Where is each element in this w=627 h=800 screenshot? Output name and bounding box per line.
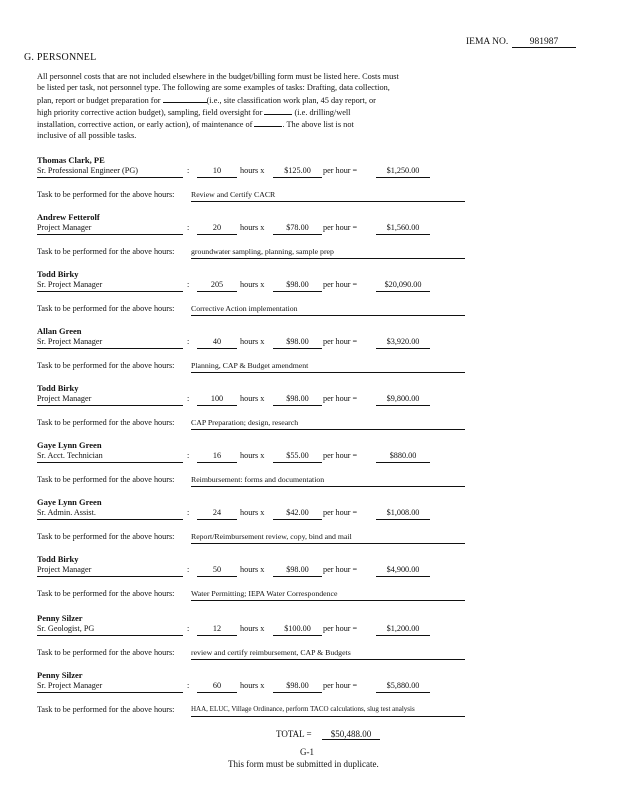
footer-note: This form must be submitted in duplicate.	[228, 759, 379, 769]
task-value: Report/Reimbursement review, copy, bind and mail	[191, 532, 465, 544]
colon: :	[187, 223, 190, 232]
amount-value: $1,200.00	[376, 624, 430, 636]
hours-label: hours x	[240, 624, 265, 633]
employee-title: Project Manager	[37, 394, 183, 406]
task-value: groundwater sampling, planning, sample prep	[191, 247, 465, 259]
intro-line: inclusive of all possible tasks.	[37, 131, 137, 141]
amount-value: $880.00	[376, 451, 430, 463]
intro-line: All personnel costs that are not included elsewhere in the budget/billing form must be listed here. Costs must	[37, 72, 399, 81]
rate-value: $98.00	[273, 565, 322, 577]
colon: :	[187, 508, 190, 517]
employee-name: Gaye Lynn Green	[37, 440, 102, 450]
colon: :	[187, 280, 190, 289]
intro-line: be listed per task, not personnel type. The following are some examples of tasks: Drafting, data collection,	[37, 83, 390, 93]
hours-value: 24	[197, 508, 237, 520]
rate-value: $98.00	[273, 394, 322, 406]
rate-value: $125.00	[273, 166, 322, 178]
hours-label: hours x	[240, 166, 265, 175]
employee-title: Sr. Project Manager	[37, 681, 183, 693]
hours-label: hours x	[240, 337, 265, 346]
total-value: $50,488.00	[322, 729, 380, 740]
task-value: CAP Preparation; design, research	[191, 418, 465, 430]
task-value: Reimbursement: forms and documentation	[191, 475, 465, 487]
rate-value: $42.00	[273, 508, 322, 520]
personnel-entry	[37, 554, 477, 611]
per-hour-label: per hour =	[323, 624, 358, 633]
employee-name: Todd Birky	[37, 269, 79, 279]
task-label: Task to be performed for the above hours:	[37, 589, 175, 598]
colon: :	[187, 565, 190, 574]
rate-value: $98.00	[273, 681, 322, 693]
personnel-entry	[37, 155, 477, 212]
colon: :	[187, 681, 190, 690]
rate-value: $55.00	[273, 451, 322, 463]
employee-title: Project Manager	[37, 565, 183, 577]
task-label: Task to be performed for the above hours:	[37, 475, 175, 484]
task-label: Task to be performed for the above hours:	[37, 418, 175, 427]
task-value: Corrective Action implementation	[191, 304, 465, 316]
per-hour-label: per hour =	[323, 337, 358, 346]
intro-text: installation, corrective action, or early action), of maintenance of	[37, 120, 253, 130]
hours-value: 50	[197, 565, 237, 577]
per-hour-label: per hour =	[323, 166, 358, 175]
employee-title: Sr. Acct. Technician	[37, 451, 183, 463]
rate-value: $98.00	[273, 280, 322, 292]
per-hour-label: per hour =	[323, 223, 358, 232]
total-label: TOTAL =	[276, 729, 312, 739]
employee-title: Project Manager	[37, 223, 183, 235]
amount-value: $1,560.00	[376, 223, 430, 235]
hours-label: hours x	[240, 451, 265, 460]
employee-title: Sr. Project Manager	[37, 337, 183, 349]
blank-line	[254, 118, 282, 127]
rate-value: $78.00	[273, 223, 322, 235]
personnel-entry	[37, 212, 477, 269]
task-label: Task to be performed for the above hours:	[37, 247, 175, 256]
hours-label: hours x	[240, 394, 265, 403]
colon: :	[187, 337, 190, 346]
employee-name: Allan Green	[37, 326, 82, 336]
intro-text: (i.e. drilling/well	[294, 107, 351, 117]
per-hour-label: per hour =	[323, 681, 358, 690]
hours-value: 12	[197, 624, 237, 636]
employee-title: Sr. Professional Engineer (PG)	[37, 166, 183, 178]
amount-value: $3,920.00	[376, 337, 430, 349]
hours-value: 16	[197, 451, 237, 463]
employee-title: Sr. Admin. Assist.	[37, 508, 183, 520]
task-label: Task to be performed for the above hours:	[37, 532, 175, 541]
employee-name: Todd Birky	[37, 383, 79, 393]
hours-label: hours x	[240, 681, 265, 690]
hours-label: hours x	[240, 565, 265, 574]
employee-name: Thomas Clark, PE	[37, 155, 105, 165]
intro-text: . The above list is not	[282, 120, 354, 130]
employee-title: Sr. Geologist, PG	[37, 624, 183, 636]
hours-value: 20	[197, 223, 237, 235]
hours-value: 60	[197, 681, 237, 693]
colon: :	[187, 166, 190, 175]
employee-name: Penny Silzer	[37, 670, 83, 680]
colon: :	[187, 624, 190, 633]
task-label: Task to be performed for the above hours:	[37, 304, 175, 313]
task-value: HAA, ELUC, Village Ordinance, perform TACO calculations, slug test analysis	[191, 705, 465, 717]
blank-line	[163, 94, 207, 103]
amount-value: $1,008.00	[376, 508, 430, 520]
per-hour-label: per hour =	[323, 565, 358, 574]
hours-value: 100	[197, 394, 237, 406]
hours-value: 205	[197, 280, 237, 292]
employee-name: Andrew Fetterolf	[37, 212, 100, 222]
intro-line	[37, 118, 477, 130]
task-label: Task to be performed for the above hours:	[37, 705, 175, 714]
per-hour-label: per hour =	[323, 394, 358, 403]
hours-label: hours x	[240, 280, 265, 289]
per-hour-label: per hour =	[323, 451, 358, 460]
amount-value: $20,090.00	[376, 280, 430, 292]
colon: :	[187, 451, 190, 460]
page-number: G-1	[300, 747, 314, 757]
task-label: Task to be performed for the above hours:	[37, 361, 175, 370]
section-title: G. PERSONNEL	[24, 52, 97, 63]
personnel-entry	[37, 269, 477, 326]
personnel-entry	[37, 326, 477, 383]
employee-title: Sr. Project Manager	[37, 280, 183, 292]
task-label: Task to be performed for the above hours:	[37, 190, 175, 199]
employee-name: Gaye Lynn Green	[37, 497, 102, 507]
employee-name: Penny Silzer	[37, 613, 83, 623]
blank-line	[264, 106, 292, 115]
employee-name: Todd Birky	[37, 554, 79, 564]
task-label: Task to be performed for the above hours:	[37, 648, 175, 657]
amount-value: $1,250.00	[376, 166, 430, 178]
hours-value: 40	[197, 337, 237, 349]
task-value: Review and Certify CACR	[191, 190, 465, 202]
intro-paragraph	[37, 71, 477, 142]
personnel-entry	[37, 440, 477, 497]
task-value: Water Permitting; IEPA Water Correspondence	[191, 589, 465, 601]
per-hour-label: per hour =	[323, 508, 358, 517]
rate-value: $100.00	[273, 624, 322, 636]
amount-value: $4,900.00	[376, 565, 430, 577]
rate-value: $98.00	[273, 337, 322, 349]
colon: :	[187, 394, 190, 403]
task-value: review and certify reimbursement, CAP & Budgets	[191, 648, 465, 660]
hours-label: hours x	[240, 223, 265, 232]
hours-value: 10	[197, 166, 237, 178]
intro-text: plan, report or budget preparation for	[37, 95, 161, 105]
hours-label: hours x	[240, 508, 265, 517]
intro-line	[37, 106, 477, 118]
intro-text: (i.e., site classification work plan, 45 day report, or	[206, 95, 376, 105]
personnel-entry	[37, 497, 477, 554]
intro-text: high priority corrective action budget), sampling, field oversight for	[37, 107, 263, 117]
iema-number: 981987	[512, 37, 576, 48]
personnel-entry	[37, 383, 477, 440]
personnel-entry	[37, 613, 477, 670]
intro-line	[37, 94, 477, 106]
per-hour-label: per hour =	[323, 280, 358, 289]
amount-value: $5,880.00	[376, 681, 430, 693]
personnel-entry	[37, 670, 477, 727]
task-value: Planning, CAP & Budget amendment	[191, 361, 465, 373]
amount-value: $9,800.00	[376, 394, 430, 406]
iema-label: IEMA NO.	[466, 37, 509, 47]
